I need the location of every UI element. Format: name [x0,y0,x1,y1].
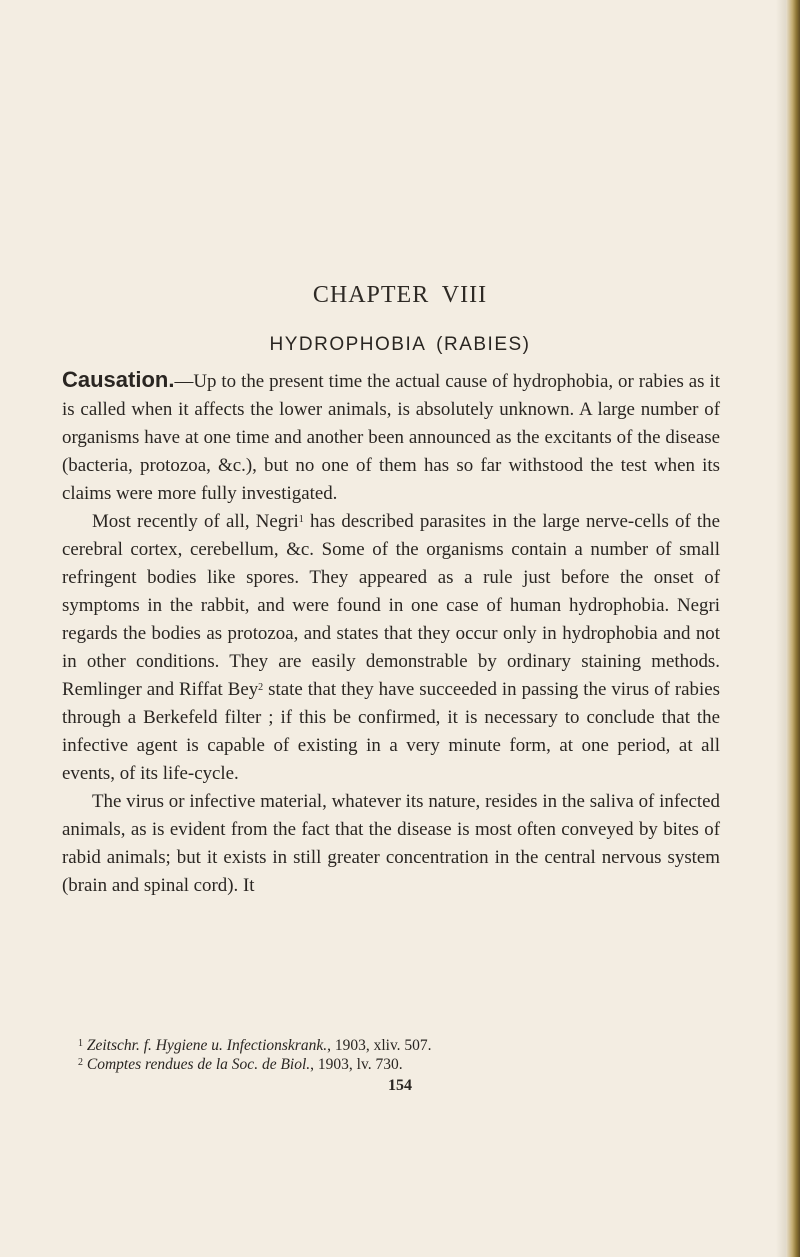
paragraph-negri [62,508,720,788]
footnote-ref-1[interactable]: 1 [298,514,304,525]
footnote-2 [62,1055,720,1074]
footnote-1-mark: 1 [78,1038,83,1049]
footnote-2-source: Comptes rendues de la Soc. de Biol. [86,1056,311,1073]
footnote-2-mark: 2 [78,1057,83,1068]
footnotes [62,1036,720,1074]
paragraph-2-start: Most recently of all, Negri [92,511,299,532]
section-lead: Causation. [62,367,175,392]
footnote-1-source: Zeitschr. f. Hygiene u. Infectionskrank. [86,1037,328,1054]
chapter-heading: CHAPTER VIII [312,282,488,308]
page-edge-shadow [776,0,786,1257]
body-text [62,366,720,900]
paragraph-virus: The virus or infective material, whatever its nature, resides in the saliva of infected animals, as is evident from the fact that the disease is most often conveyed by bites of rabid animals; but it exists in still greater concentration in the central nervous system (brain and spinal cord). It [62,791,720,896]
paragraph-2-middle: has described parasites in the large nerve-cells of the cerebral cortex, cerebellum, &c. Some of the organisms contain a number of small refringent bodies like spores. They appeared as a rule just before the onset of symptoms in the rabbit, and were found in one case of human hydrophobia. Negri regards the bodies as protozoa, and states that they occur only in hydrophobia and not in other conditions. They are easily demonstrable by ordinary staining methods. Remlinger and Riffat Bey [62,511,721,700]
footnote-2-details: , 1903, lv. 730. [310,1056,403,1073]
chapter-title: HYDROPHOBIA (RABIES) [269,334,531,355]
page-number: 154 [388,1077,412,1094]
paragraph-1-text: —Up to the present time the actual cause of hydrophobia, or rabies as it is called when it affects the lower animals, is absolutely unknown. A large number of organisms have at one time and another been announced as the excitants of the disease (bacteria, protozoa, &c.), but no one of them has so far withstood the test when its claims were more fully investigated. [62,371,720,504]
book-spine-edge [786,0,800,1257]
paragraph-causation [62,366,720,508]
footnote-1-details: , 1903, xliv. 507. [327,1037,432,1054]
footnote-ref-2[interactable]: 2 [258,682,264,693]
paragraph-2-end: state that they have succeeded in passing the virus of rabies through a Berkefeld filter ; if this be confirmed, it is necessary to conclude that the infective agent is capable of existing in a very minute form, at one period, at all events, of its life-cycle. [62,679,720,784]
footnote-1 [62,1036,720,1055]
